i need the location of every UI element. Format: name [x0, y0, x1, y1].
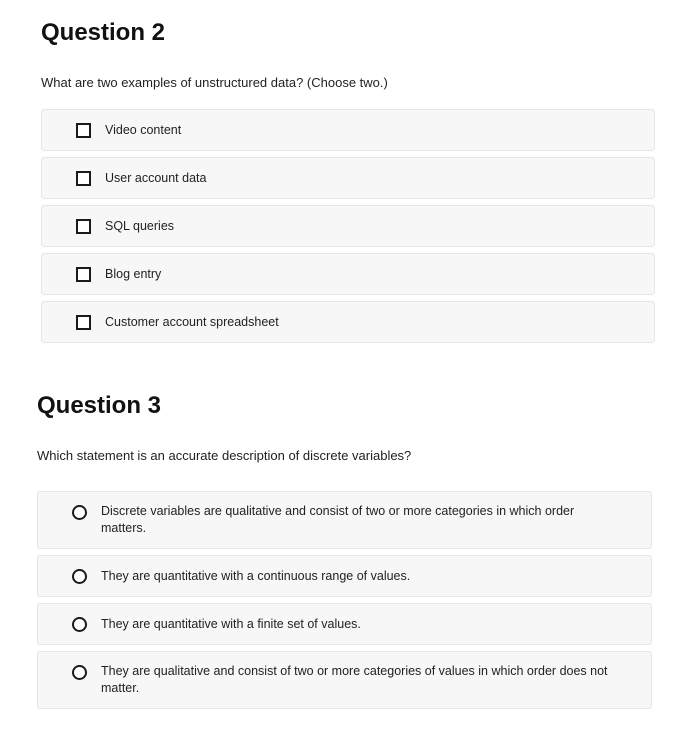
checkbox-icon[interactable] — [76, 171, 91, 186]
question-2-prompt: What are two examples of unstructured data? (Choose two.) — [41, 75, 388, 90]
checkbox-icon[interactable] — [76, 315, 91, 330]
q2-option-label: Customer account spreadsheet — [105, 314, 279, 329]
q2-option-video-content[interactable] — [41, 109, 655, 151]
q3-option-qualitative-order-matters[interactable] — [37, 491, 652, 549]
q3-option-label: They are qualitative and consist of two or more categories of values in which order does not matter. — [101, 664, 608, 695]
question-2-options — [41, 109, 655, 343]
q3-option-label: They are quantitative with a finite set of values. — [101, 616, 361, 631]
question-3-title: Question 3 — [37, 392, 162, 419]
checkbox-icon[interactable] — [76, 123, 91, 138]
question-2 — [41, 18, 655, 349]
checkbox-icon[interactable] — [76, 267, 91, 282]
q2-option-label: Video content — [105, 122, 182, 137]
question-3 — [37, 391, 652, 715]
q3-option-label: Discrete variables are qualitative and consist of two or more categories in which order matters. — [101, 504, 575, 535]
q2-option-label: SQL queries — [105, 218, 175, 233]
q3-option-quantitative-finite[interactable] — [37, 603, 652, 645]
radio-icon[interactable] — [72, 505, 87, 520]
q2-option-sql-queries[interactable] — [41, 205, 655, 247]
question-3-prompt: Which statement is an accurate description of discrete variables? — [37, 448, 412, 463]
checkbox-icon[interactable] — [76, 219, 91, 234]
q3-option-quantitative-continuous[interactable] — [37, 555, 652, 597]
q2-option-label: User account data — [105, 170, 207, 185]
q2-option-label: Blog entry — [105, 266, 162, 281]
radio-icon[interactable] — [72, 617, 87, 632]
q2-option-blog-entry[interactable] — [41, 253, 655, 295]
radio-icon[interactable] — [72, 569, 87, 584]
q2-option-user-account-data[interactable] — [41, 157, 655, 199]
q3-option-label: They are quantitative with a continuous range of values. — [101, 568, 411, 583]
radio-icon[interactable] — [72, 665, 87, 680]
question-2-title: Question 2 — [41, 19, 166, 46]
q3-option-qualitative-order-not-matter[interactable] — [37, 651, 652, 709]
q2-option-customer-account-spreadsheet[interactable] — [41, 301, 655, 343]
question-3-options — [37, 491, 652, 709]
